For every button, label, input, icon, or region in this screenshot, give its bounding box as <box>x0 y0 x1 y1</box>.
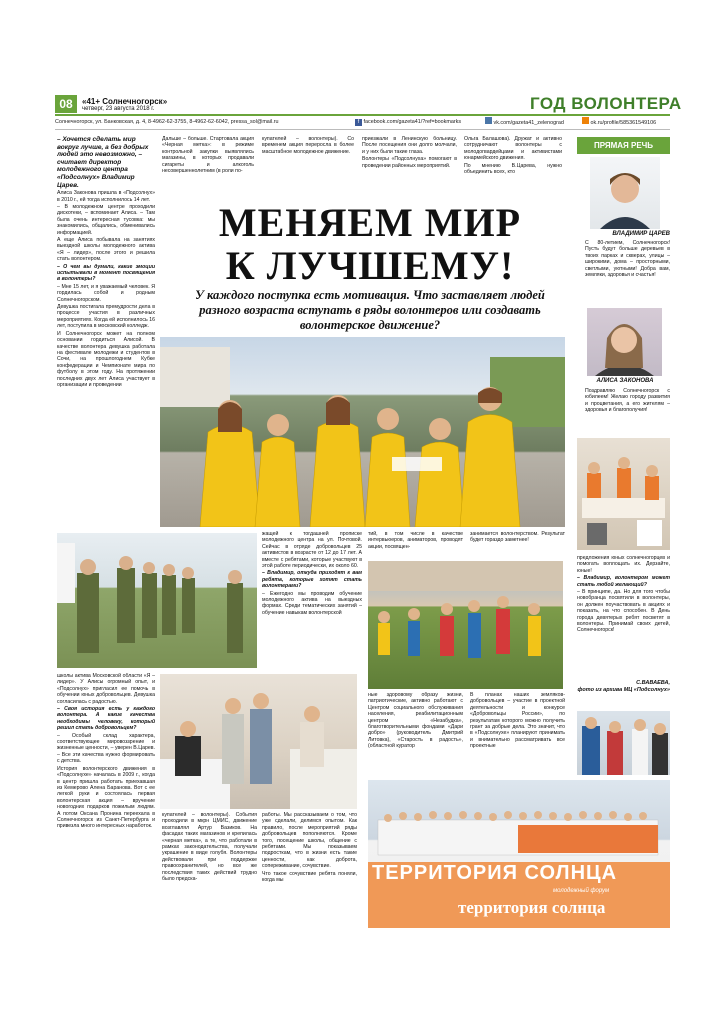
ok-link[interactable]: ok.ru/profile/585361549106 <box>582 117 656 129</box>
volunteers-group-photo <box>160 337 565 527</box>
hospital-visit-photo <box>160 674 357 809</box>
article-bottom-column-2: работы. Мы рассказываем о том, что уже сделали, делимся опытом. Как правило, после мероприятий ряды добровольцев пополняются. Кроме того, посещение школы, общение с ребятами. Мы показываем подросткам, что в жизни есть такие ценности, как доброта, сопереживание, сочувствие. Что такое сочувствие ребята поняли, когда мы <box>262 812 357 884</box>
article-headline: МЕНЯЕМ МИР К ЛУЧШЕМУ! <box>218 200 522 288</box>
children-figures <box>368 561 563 689</box>
sidebar-lower-text: предложения юных солнечногорцев и помогать воплощать их. Дерзайте, юные! – Владимир, волонтером может стать любой желающий? – В принципе, да. Но для того чтобы новобранца посвятили в волонтеры, он должен поучаствовать в акциях и показать, на что способен. В День города девятерых ребят посветят в волонтеры. Принимай своих детей, Солнечногорск! <box>577 555 670 634</box>
workshop-photo <box>577 438 670 550</box>
column-1-paragraph: – Мне 15 лет, и я уважаемый человек. Я гордилась собой и родным Солнечногорском. <box>57 283 155 303</box>
credit-source: фото из архива МЦ «Подсолнух» <box>577 687 670 693</box>
ok-icon <box>582 117 589 124</box>
vk-link[interactable]: vk.com/gazeta41_zelenograd <box>485 117 564 129</box>
children-event-photo <box>368 561 563 689</box>
contacts-address: Солнечногорск, ул. Банковская, д. 4, 8-4962-62-3755, 8-4962-62-6042, pressa_sol@mail.ru <box>55 119 279 125</box>
volunteers-figures <box>160 337 565 527</box>
column-1-intro: – Хочется сделать мир вокруг лучше, а без добрых людей это невозможно, – считает директор молодежного центра «Подсолнух» Владимир Царев. <box>57 136 149 189</box>
photo-credit <box>577 680 670 694</box>
facebook-icon: f <box>355 119 362 126</box>
portrait-1-figure <box>590 157 660 229</box>
facebook-link[interactable]: f facebook.com/gazeta41/?ref=bookmarks <box>355 117 461 128</box>
vladimir-portrait <box>590 157 660 229</box>
article-bottom-column-3: ные здоровому образу жизни, патриотические, активно работают с Центром социального обслуживания населения, реабилитационным центром «Незабудка», благотворительными фондами «Дари добро» (руководитель Дмитрий Литовка), «Старость в радость», (областной куратор <box>368 692 463 750</box>
article-column-4: приезжали в Ленинскую больницу. После посещения они долго молчали, и у них были такие глаза. Волонтеры «Подсолнуха» помогают в проведении районных мероприятий. <box>362 136 457 169</box>
banner-subtitle: территория солнца <box>458 898 606 917</box>
hospital-figures <box>160 674 357 809</box>
article-column-5: Ольга Балашова). Дружат и активно сотрудничают волонтеры с молодогвардейцами и активистами юнармейского движения. По мнению В.Царева, нужно объединить всех, кто <box>464 136 562 176</box>
person1-quote: С 80-летием, Солнечногорск! Пусть будут больше деревьев в твоих парках и скверах, улицы – широкими, дома – просторными, светлыми, уютными! Добра вам, земляки, здоровья и счастья! <box>585 240 670 279</box>
youth-army-photo <box>57 533 257 668</box>
article-bottom-column-1: купателей – волонтеры). События проходили в мкрн ЦМИС, движение возглавлял Артур Вазиков. На фасадах таких магазинов и крепилась «черная метка», а те, что работали в рамках законодательства, получали украшение в виде голубя. Волонтеры действовали при поддержке правоохранителей, но все же последствия таких действий трудно было предска- <box>162 812 257 883</box>
vk-icon <box>485 117 492 124</box>
paper-name: «41+ Солнечногорск» <box>82 97 168 106</box>
article-bottom-column-4: В планах наших земляков-добровольцев – участие в проектной деятельности и конкурсе «Добровольцы России», по результатам которого можно получить грант за добрые дела. Это значит, что в «Подсолнухе» планируют принимать и внимательно рассматривать все проектные <box>470 692 565 750</box>
contacts-bar <box>55 117 670 128</box>
person2-quote: Поздравляю Солнечногорск с юбилеем! Желаю городу развития и процветания, а его жителям – здоровья и благополучия! <box>585 388 670 414</box>
soldiers-figures <box>57 533 257 668</box>
article-mid-column-c: занимается волонтерством. Результат будет гораздо заметнее! <box>470 531 565 544</box>
banner-title: ТЕРРИТОРИЯ СОЛНЦА <box>372 862 618 884</box>
article-lead: У каждого поступка есть мотивация. Что заставляет людей разного возраста вступать в ряды волонтеров или создавать волонтерское движение? <box>195 288 545 332</box>
sidebar-small-photo <box>577 711 670 775</box>
header-divider <box>55 114 670 116</box>
column-1-paragraph: А еще Алиса побывала на занятиях выездной школы молодежного актива «Я – лидер», после этого и решила стать волонтером. <box>57 237 155 263</box>
alisa-portrait <box>587 308 662 376</box>
column-1-question: – О чем вы думали, какие эмоции испытывали в момент посвящения в волонтеры? <box>57 263 155 283</box>
issue-date: четверг, 23 августа 2018 г. <box>82 106 155 112</box>
portrait-2-figure <box>587 308 662 376</box>
sidebar-photo-figures <box>577 711 670 775</box>
column-1-paragraph: И Солнечногорск может на полном основании гордиться Алисой. В качестве волонтера девушка работала на фестивале молодежи и студентов в Сочи, на прошлогоднем Кубке конфедерации и Чемпионате мира по футболу в этом году. На протяжении последних двух лет Алиса участвует в организации и проведении <box>57 330 155 388</box>
person1-name: ВЛАДИМИР ЦАРЕВ <box>612 231 670 237</box>
article-column-1 <box>57 136 155 531</box>
credit-author: С.ВАВАЕВА, <box>636 680 670 686</box>
sidebar-title: ПРЯМАЯ РЕЧЬ <box>577 137 670 154</box>
workshop-figures <box>577 438 670 550</box>
contacts-divider <box>55 129 670 130</box>
person2-name: АЛИСА ЗАКОНОВА <box>596 378 654 384</box>
column-1-paragraph: – В молодежном центре проходили дискотеки, – вспоминает Алиса. – Там была очень интересная тусовка: мы знакомились, общались, обменивались информацией. <box>57 203 155 236</box>
banner-forum-label: молодежный форум <box>553 888 610 894</box>
column-1-paragraph: Алиса Законова пришла в «Подсолнух» в 2010 г., ей тогда исполнилось 14 лет. <box>57 190 155 203</box>
article-column-3: купателей – волонтеры). Со временем акция переросла в более масштабное молодежное движение. <box>262 136 354 155</box>
article-column-2: Дальше – больше. Стартовала акция «Черная метка»: в режиме контрольной закупки выявлялись магазины, в которых продавали сигареты и алкоголь несовершеннолетним (в роли по- <box>162 136 254 175</box>
forum-group-photo <box>368 780 670 928</box>
page-number: 08 <box>55 95 77 113</box>
article-mid-column-a: жащей к тогдашней прописке молодежного центра на ул. Почтовой. Сейчас в отряде добровольцев 25 активистов в возрасте от 12 до 17 лет. А вместе с ребятами, которые участвуют в этой работе периодически, их около 60. – Владимир, откуда приходят к вам ребята, которые хотят стать волонтерами? – Ежегодно мы проводим обучение молодежного актива на выездных формах. Среди тематических занятий – обучение навыкам волонтерской <box>262 531 362 616</box>
article-mid-column-b: тий, в том числе в качестве интервьюеров, аниматоров, проводят акции, посвящен- <box>368 531 463 550</box>
article-left-lower: школы актива Московской области «Я – лидер». У Алисы огромный опыт, и «Подсолнух» пригласил ее помочь в обучении юных добровольцев. Девушка согласилась с радостью. – Своя история есть у каждого волонтера. А какие качества необходимы человеку, который решил стать добровольцем? – Особый склад характера, соответствующее мировоззрение и жизненные ценности, – уверен В.Царев. – Все эти качества нужно формировать с детства. История волонтерского движения в «Подсолнухе» началась в 2009 г., когда в центр пришла работать приехавшая из Кемерово Алена Баранова. Вот с ее легкой руки и состоялась первая волонтерская акция – вручение новогодних подарков пожилым людям. А потом Оксана Пронина переехала в Солнечногорск из Санкт-Петербурга и привезла много интересных наработок. <box>57 673 155 830</box>
column-1-paragraph: Девушка постигала премудрости дела в процессе участия в различных мероприятиях. Когда ей исполнилось 16 лет, поступила в московский колледж. <box>57 304 155 330</box>
section-title: ГОД ВОЛОНТЕРА <box>530 94 682 113</box>
